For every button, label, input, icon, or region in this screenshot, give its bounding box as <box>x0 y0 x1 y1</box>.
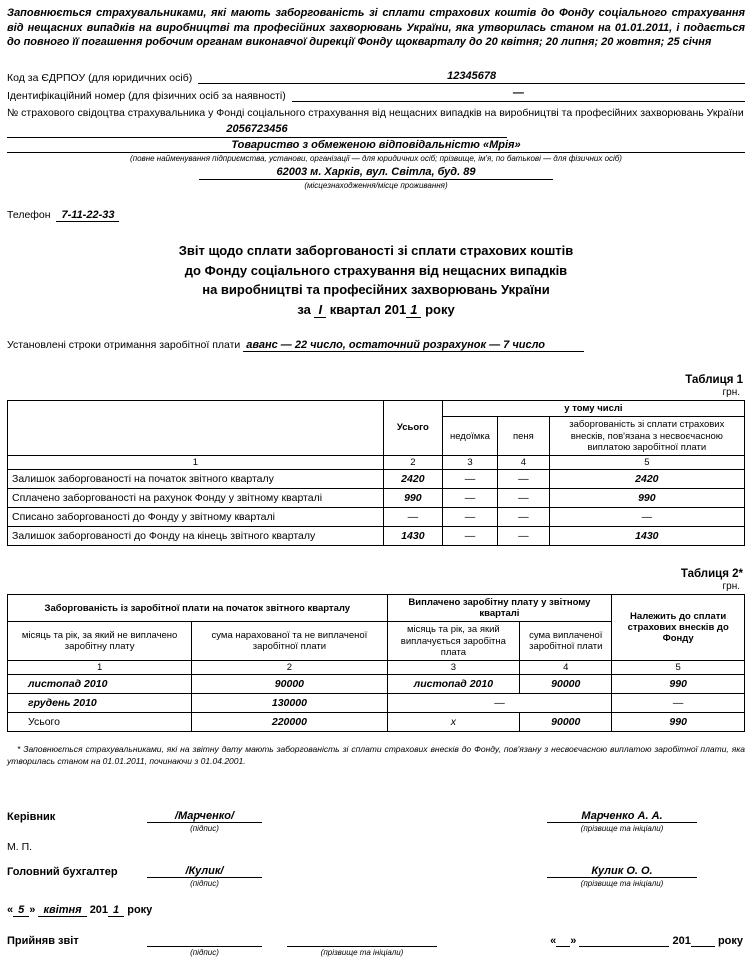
t2-colnum: 3 <box>387 661 520 675</box>
t1-col-late-debt: заборгованість зі сплати страхових внесків, пов'язана з несвоєчасною виплатою заробітної плати <box>549 417 744 456</box>
accepted-report-row <box>7 934 745 957</box>
period-suffix: року <box>425 301 455 317</box>
table-row <box>8 488 745 507</box>
t2-col-due: Належить до сплати страхових внесків до Фонду <box>612 594 745 660</box>
t2-cell-month: грудень 2010 <box>8 694 192 713</box>
t1-cell-total: 1430 <box>383 526 442 545</box>
t1-cell-arrears: — <box>442 526 497 545</box>
t1-col-including: у тому числі <box>442 401 744 417</box>
table-row <box>8 713 745 732</box>
accepted-year-word: року <box>717 934 743 947</box>
table2-caption: Таблиця 2* <box>680 567 743 580</box>
salary-terms <box>7 339 745 352</box>
t1-col-arrears: недоїмка <box>442 417 497 456</box>
phone-label: Телефон <box>7 209 51 222</box>
edrpou-field <box>7 70 745 85</box>
t2-cell-month: листопад 2010 <box>8 675 192 694</box>
t2-cell-due: 990 <box>612 675 745 694</box>
t2-total-label: Усього <box>8 713 192 732</box>
table-row <box>8 401 745 417</box>
accepted-signature-block <box>147 934 262 957</box>
company-name-field <box>7 139 745 166</box>
director-name: Марченко А. А. <box>547 810 697 823</box>
t2-sub-sum-paid: сума виплаченої заробітної плати <box>520 622 612 661</box>
insurance-cert-label: № страхового свідоцтва страхувальника у Фонді соціального страхування від нещасних випадків на виробництві та професійних захворювань України <box>7 107 744 120</box>
t1-colnum: 5 <box>549 455 744 469</box>
t2-cell-accrued: 220000 <box>192 713 387 732</box>
t1-cell-total: 2420 <box>383 469 442 488</box>
salary-terms-label: Установлені строки отримання заробітної плати <box>7 339 241 352</box>
accepted-month-blank <box>579 935 669 947</box>
report-title <box>7 241 745 319</box>
director-signature-row <box>7 810 745 833</box>
director-label: Керівник <box>7 810 56 823</box>
t1-colnum: 2 <box>383 455 442 469</box>
accepted-date-blanks <box>550 934 745 947</box>
report-title-line3: на виробництві та професійних захворювань України <box>202 282 550 298</box>
report-title-line4 <box>7 300 745 320</box>
t1-cell-arrears: — <box>442 488 497 507</box>
t2-sub-month-unpaid: місяць та рік, за який не виплачено заробітну плату <box>8 622 192 661</box>
inn-label: Ідентифікаційний номер (для фізичних осіб за наявності) <box>7 90 286 103</box>
t1-cell-penalty: — <box>498 488 550 507</box>
company-address: 62003 м. Харків, вул. Світла, буд. 89 <box>199 166 553 180</box>
t2-colnum: 1 <box>8 661 192 675</box>
t1-empty-head-cell <box>8 401 384 456</box>
debt-table <box>7 400 745 546</box>
t2-colnum: 5 <box>612 661 745 675</box>
accountant-signature: /Кулик/ <box>147 865 262 878</box>
t1-colnum: 1 <box>8 455 384 469</box>
table2-footnote: * Заповнюється страхувальниками, які на звітну дату мають заборгованість зі сплати страхових внесків до Фонду, пов'язану з несвоєчасною виплатою заробітної плати, яка утворилась станом на 01.01.2011, починаючи з 01.04.2001. <box>7 744 745 766</box>
salary-terms-blank <box>548 340 584 352</box>
t1-cell-penalty: — <box>498 469 550 488</box>
table-row <box>8 594 745 621</box>
edrpou-value: 12345678 <box>198 70 745 85</box>
t2-cell-paid-month: — <box>387 694 612 713</box>
table-row <box>8 469 745 488</box>
name-hint: (прізвище та ініціали) <box>580 878 664 888</box>
accountant-label: Головний бухгалтер <box>7 865 118 878</box>
address-field <box>7 166 745 193</box>
address-hint: (місцезнаходження/місце проживання) <box>304 181 448 191</box>
accountant-name: Кулик О. О. <box>547 865 697 878</box>
t1-row-label: Залишок заборгованості на початок звітного кварталу <box>8 469 384 488</box>
date-word: року <box>127 903 153 916</box>
name-hint: (прізвище та ініціали) <box>320 947 404 957</box>
phone-field <box>7 209 745 221</box>
t2-cell-paid-sum: 90000 <box>520 675 612 694</box>
t2-colnum: 2 <box>192 661 387 675</box>
accountant-signature-row <box>7 865 745 888</box>
inn-field <box>7 87 745 102</box>
t1-cell-penalty: — <box>498 507 550 526</box>
date-month: квітня <box>38 904 86 917</box>
accountant-name-block <box>547 865 697 888</box>
t2-colnum: 4 <box>520 661 612 675</box>
t2-sub-month-paid: місяць та рік, за який виплачується заробітна плата <box>387 622 520 661</box>
t1-row-label: Списано заборгованості до Фонду у звітному кварталі <box>8 507 384 526</box>
director-name-block <box>547 810 697 833</box>
signature-hint: (підпис) <box>190 823 219 833</box>
insurance-cert-value: 2056723456 <box>7 123 507 137</box>
signature-hint: (підпис) <box>190 878 219 888</box>
accepted-signature-blank <box>147 934 262 947</box>
inn-value: — <box>292 87 745 102</box>
quote-open: « <box>550 934 557 947</box>
t1-row-label: Залишок заборгованості до Фонду на кінець звітного кварталу <box>8 526 384 545</box>
date-year-digit: 1 <box>108 904 124 917</box>
t1-col-total: Усього <box>383 401 442 456</box>
t2-cell-due: — <box>612 694 745 713</box>
year-digit: 1 <box>406 302 421 318</box>
table1-unit: грн. <box>722 387 740 399</box>
stamp-placeholder: М. П. <box>7 840 33 853</box>
t1-colnum: 3 <box>442 455 497 469</box>
table-row <box>8 507 745 526</box>
quote-open: « <box>7 903 14 916</box>
director-signature-block <box>147 810 262 833</box>
date-year-prefix: 201 <box>89 903 109 916</box>
salary-terms-value: аванс — 22 число, остаточний розрахунок — 7 число <box>243 339 548 352</box>
t2-cell-paid-month: листопад 2010 <box>387 675 520 694</box>
accepted-name-block <box>287 934 437 957</box>
table-row <box>8 661 745 675</box>
company-name-hint: (повне найменування підприємства, установи, організації — для юридичних осіб; прізвище, ім'я, по батькові — для фізичних осіб) <box>130 153 622 163</box>
t1-cell-late-debt: 990 <box>549 488 744 507</box>
form-instruction: Заповнюється страхувальниками, які мають заборгованість зі сплати страхових коштів до Фонду соціального страхування від нещасних випадків на виробництві та професійних захворювань України, яка утворилась станом на 01.01.2011, і подається до повного її погашення робочим органам виконавчої дирекції Фонду щокварталу до 20 квітня; 20 липня; 20 жовтня; 25 січня <box>7 7 745 49</box>
t1-cell-arrears: — <box>442 507 497 526</box>
t2-group-debt: Заборгованість із заробітної плати на початок звітного кварталу <box>8 594 388 621</box>
signatures-section <box>7 810 745 957</box>
period-prefix: за <box>297 301 311 317</box>
date-day: 5 <box>13 904 29 917</box>
t2-cell-accrued: 90000 <box>192 675 387 694</box>
edrpou-label: Код за ЄДРПОУ (для юридичних осіб) <box>7 72 193 85</box>
t2-cell-due: 990 <box>612 713 745 732</box>
accepted-day-blank <box>556 935 570 947</box>
t1-cell-arrears: — <box>442 469 497 488</box>
company-name: Товариство з обмеженою відповідальністю «Мрія» <box>7 139 745 153</box>
t2-cell-accrued: 130000 <box>192 694 387 713</box>
name-hint: (прізвище та ініціали) <box>580 823 664 833</box>
period-mid: квартал 201 <box>329 301 407 317</box>
t1-row-label: Сплачено заборгованості на рахунок Фонду у звітному кварталі <box>8 488 384 507</box>
insurance-cert-field <box>7 105 745 138</box>
t1-cell-late-debt: — <box>549 507 744 526</box>
accepted-year-blank <box>691 935 715 947</box>
t1-cell-total: 990 <box>383 488 442 507</box>
t2-cell-paid-sum: 90000 <box>520 713 612 732</box>
report-title-line1: Звіт щодо сплати заборгованості зі сплати страхових коштів <box>178 243 574 259</box>
t1-cell-late-debt: 1430 <box>549 526 744 545</box>
director-signature: /Марченко/ <box>147 810 262 823</box>
quote-close: » <box>570 934 577 947</box>
t1-cell-late-debt: 2420 <box>549 469 744 488</box>
report-title-line2: до Фонду соціального страхування від нещасних випадків <box>184 262 568 278</box>
table-row <box>8 455 745 469</box>
phone-value: 7-11-22-33 <box>56 209 119 222</box>
t1-col-penalty: пеня <box>498 417 550 456</box>
t1-colnum: 4 <box>498 455 550 469</box>
accountant-signature-block <box>147 865 262 888</box>
table2-unit: грн. <box>722 580 740 592</box>
table-row <box>8 694 745 713</box>
t2-cell-paid-month: x <box>387 713 520 732</box>
table-row <box>8 675 745 694</box>
table-row <box>8 526 745 545</box>
table1-caption: Таблиця 1 <box>685 374 743 387</box>
accepted-label: Прийняв звіт <box>7 934 79 947</box>
salary-debt-table <box>7 594 745 732</box>
accepted-year-prefix: 201 <box>672 934 691 947</box>
t2-group-paid: Виплачено заробітну плату у звітному кварталі <box>387 594 612 621</box>
t1-cell-total: — <box>383 507 442 526</box>
quote-close: » <box>29 903 36 916</box>
accepted-name-blank <box>287 934 437 947</box>
t1-cell-penalty: — <box>498 526 550 545</box>
report-date <box>7 904 745 916</box>
signature-hint: (підпис) <box>190 947 219 957</box>
t2-sub-sum-unpaid: сума нарахованої та не виплаченої заробітної плати <box>192 622 387 661</box>
quarter-value: І <box>314 302 326 318</box>
